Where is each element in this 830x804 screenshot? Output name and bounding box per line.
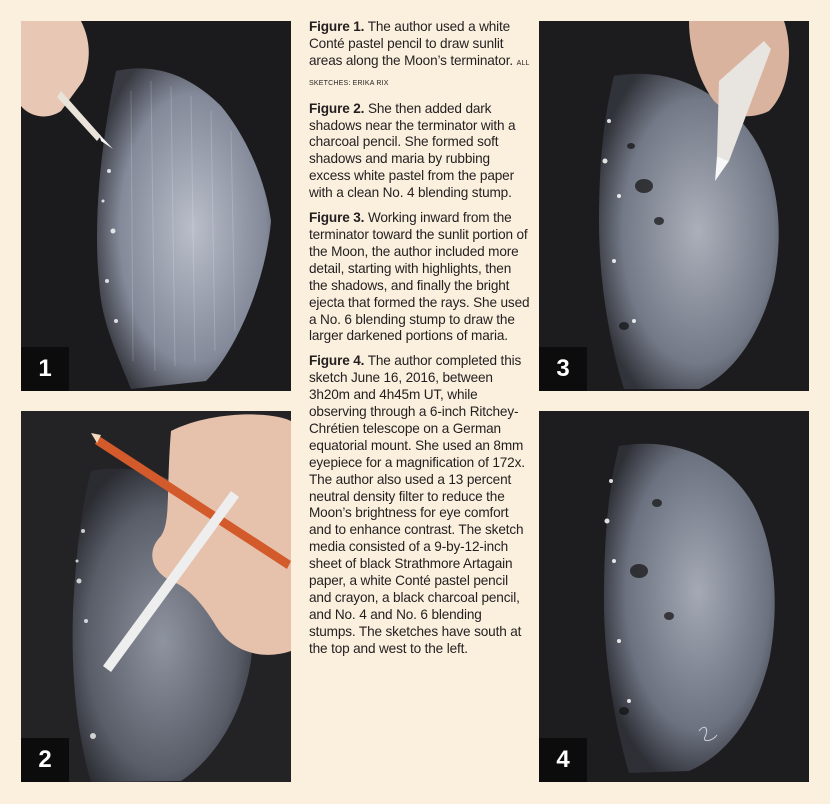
figure-number-badge: 1 — [21, 347, 69, 391]
moon-sketch-image — [21, 21, 291, 391]
figure-number-badge: 2 — [21, 738, 69, 782]
moon-sketch-image — [21, 411, 291, 782]
caption-label: Figure 1. — [309, 19, 365, 34]
caption-text: Working inward from the terminator toward the sunlit portion of the Moon, the author included more detail, starting with highlights, then the shadows, and finally the bright ejecta that formed the rays. She used a No. 6 blending stump to draw the larger darkened portions of maria. — [309, 210, 530, 344]
photo-credit: ALL SKETCHES: ERIKA RIX — [309, 59, 530, 87]
moon-sketch-image — [539, 411, 809, 782]
caption-label: Figure 2. — [309, 100, 365, 116]
caption-label: Figure 3. — [309, 210, 365, 226]
caption-figure-3 — [309, 210, 531, 345]
moon-sketch-image — [539, 21, 809, 391]
caption-text: The author used a white Conté pastel pencil to draw sunlit areas along the Moon’s terminator. — [309, 19, 517, 68]
figure-number-badge: 3 — [539, 347, 587, 391]
caption-figure-1 — [309, 19, 531, 93]
caption-figure-2 — [309, 101, 531, 202]
caption-figure-4 — [309, 353, 531, 657]
sketch-photo-4 — [539, 411, 809, 782]
sketch-photo-3 — [539, 21, 809, 391]
caption-text: The author completed this sketch June 16, 2016, between 3h20m and 4h45m UT, while observing through a 6-inch Ritchey-Chrétien telescope on a German equatorial mount. She used an 8mm eyepiece for a magnification of 172x. The author also used a 13 percent neutral density filter to reduce the Moon’s brightness for eye comfort and to enhance contrast. The sketch media consisted of a 9-by-12-inch sheet of black Strathmore Artagain paper, a white Conté pastel pencil and crayon, a black charcoal pencil, and No. 4 and No. 6 blending stumps. The sketches have south at the top and west to the left. — [309, 353, 525, 656]
caption-label: Figure 4. — [309, 353, 365, 369]
sketch-photo-2 — [21, 411, 291, 782]
captions-column — [309, 19, 531, 666]
figure-number-badge: 4 — [539, 738, 587, 782]
sketch-photo-1 — [21, 21, 291, 391]
caption-text: She then added dark shadows near the terminator with a charcoal pencil. She formed soft shadows and maria by rubbing excess white pastel from the paper with a clean No. 4 blending stump. — [309, 100, 516, 201]
